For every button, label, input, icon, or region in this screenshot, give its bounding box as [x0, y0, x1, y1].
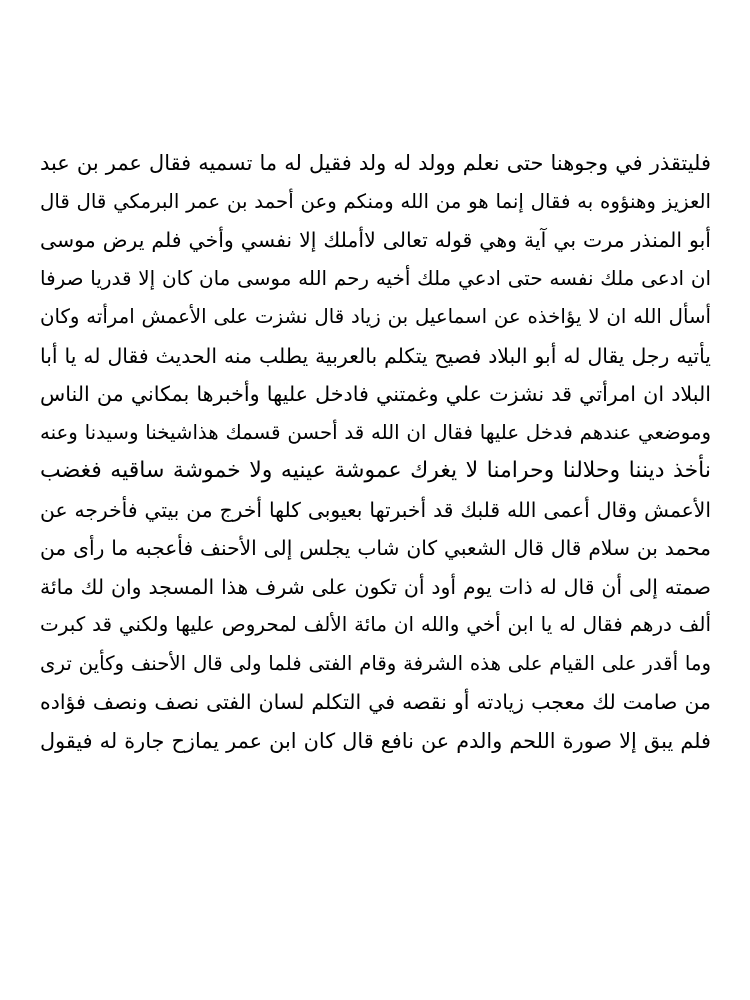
text-line-8: وموضعي عندهم فدخل عليها فقال ان الله قد أحسن قسمك هذاشيخنا وسيدنا وعنه [40, 420, 711, 444]
text-line-13: ألف درهم فقال له يا ابن أخي والله ان مائة الألف لمحروص عليها ولكني قد كبرت [40, 613, 711, 636]
text-line-7: البلاد ان امرأتي قد نشزت علي وغمتني فادخل عليها وأخبرها بمكاني من الناس [40, 382, 711, 406]
text-line-1: فليتقذر في وجوهنا حتى نعلم وولد له ولد فقيل له ما تسميه فقال عمر بن عبد [40, 151, 711, 175]
text-line-10: الأعمش وقال أعمى الله قلبك قد أخبرتها بعيوبى كلها أخرج من بيتي فأخرجه عن [40, 497, 711, 522]
text-line-15: من صامت لك معجب زيادته أو نقصه في التكلم لسان الفتى نصف ونصف فؤاده [40, 690, 711, 714]
text-line-14: وما أقدر على القيام على هذه الشرفة وقام الفتى فلما ولى قال الأحنف وكأين ترى [40, 651, 711, 675]
text-line-5: أسأل الله ان لا يؤاخذه عن اسماعيل بن زياد قال نشزت على الأعمش امرأته وكان [40, 305, 711, 328]
text-line-9: نأخذ ديننا وحلالنا وحرامنا لا يغرك عموشة عينيه ولا خموشة ساقيه فغضب [40, 458, 711, 483]
text-line-12: صمته إلى أن قال له ذات يوم أود أن تكون على شرف هذا المسجد وان لك مائة [40, 574, 711, 599]
text-line-2: العزيز وهنؤوه به فقال إنما هو من الله ومنكم وعن أحمد بن عمر البرمكي قال قال [40, 189, 711, 213]
text-line-3: أبو المنذر مرت بي آية وهي قوله تعالى لاأملك إلا نفسي وأخي فلم يرض موسى [40, 228, 711, 252]
arabic-text-body [40, 144, 711, 760]
text-line-11: محمد بن سلام قال قال الشعبي كان شاب يجلس إلى الأحنف فأعجبه ما رأى من [40, 536, 711, 560]
text-line-6: يأتيه رجل يقال له أبو البلاد فصيح يتكلم بالعربية يطلب منه الحديث فقال له يا أبا [40, 343, 711, 368]
text-line-16: فلم يبق إلا صورة اللحم والدم عن نافع قال كان ابن عمر يمازح جارة له فيقول [40, 728, 711, 753]
text-line-4: ان ادعى ملك نفسه حتى ادعي ملك أخيه رحم الله موسى مان كان إلا قدريا صرفا [40, 266, 711, 290]
